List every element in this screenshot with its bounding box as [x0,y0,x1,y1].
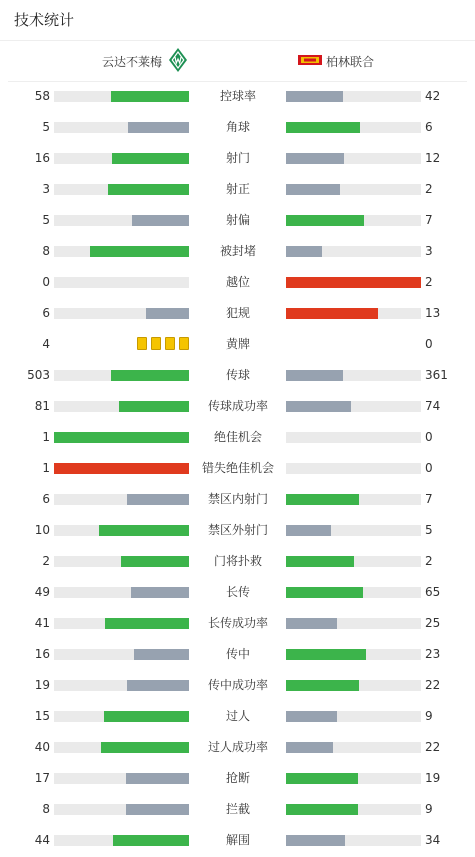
home-bar-track [54,649,189,660]
away-bar [286,277,421,288]
away-value: 74 [425,399,441,413]
home-bar [121,556,189,567]
away-bar-track [286,804,421,815]
away-bar [286,401,351,412]
stat-label: 过人 [225,709,250,723]
away-bar [286,556,354,567]
home-value: 17 [34,771,50,785]
away-value: 0 [425,337,433,351]
home-value: 0 [42,275,50,289]
stat-row [0,143,475,174]
stat-row [0,608,475,639]
home-value: 5 [42,120,50,134]
home-bar [126,773,189,784]
home-bar-track [54,835,189,846]
home-bar [108,184,189,195]
stat-row [0,329,475,360]
stat-row [0,701,475,732]
home-bar [105,618,189,629]
away-value: 42 [425,89,441,103]
away-bar [286,91,343,102]
home-bar-track [54,246,189,257]
home-bar [119,401,189,412]
away-value: 6 [425,120,433,134]
stat-row [0,484,475,515]
away-bar [286,370,343,381]
away-bar [286,122,360,133]
stat-row [0,360,475,391]
away-value: 2 [425,182,433,196]
home-bar [128,122,189,133]
home-value: 81 [34,399,50,413]
away-value: 2 [425,554,433,568]
away-bar [286,153,344,164]
away-value: 22 [425,678,441,692]
home-value: 4 [42,337,50,351]
away-value: 7 [425,213,433,227]
away-bar-track [286,742,421,753]
home-value: 40 [34,740,50,754]
home-bar [104,711,189,722]
away-team-name: 柏林联合 [326,54,375,69]
stat-label: 拦截 [225,802,250,816]
away-bar [286,308,378,319]
home-bar-track [54,494,189,505]
yellow-card-icon [137,337,147,350]
home-bar [101,742,189,753]
home-value: 503 [27,368,50,382]
stat-row [0,236,475,267]
home-value: 10 [34,523,50,537]
stat-label: 门将扑救 [213,554,262,568]
stat-label: 越位 [225,275,250,289]
away-bar-track [286,215,421,226]
home-bar-track [54,153,189,164]
home-bar [146,308,189,319]
away-bar-track [286,835,421,846]
home-bar [54,432,189,443]
stat-row [0,670,475,701]
stat-label: 过人成功率 [207,740,268,754]
away-value: 19 [425,771,441,785]
stat-row [0,546,475,577]
away-bar-track [286,649,421,660]
away-value: 7 [425,492,433,506]
away-bar-track [286,308,421,319]
home-bar [113,835,189,846]
home-value: 44 [34,833,50,847]
page-title: 技术统计 [0,0,475,41]
stat-label: 抢断 [225,771,250,785]
home-bar-track [54,122,189,133]
away-team[interactable] [298,41,374,81]
stat-label: 射正 [225,182,250,196]
home-bar [111,91,189,102]
home-bar-track [54,370,189,381]
away-bar [286,773,358,784]
away-bar-track [286,184,421,195]
away-bar [286,835,345,846]
away-value: 25 [425,616,441,630]
away-bar-track [286,773,421,784]
away-value: 2 [425,275,433,289]
stat-row [0,639,475,670]
yellow-card-icon [165,337,175,350]
away-value: 65 [425,585,441,599]
stat-label: 错失绝佳机会 [201,461,274,475]
home-bar-track [54,463,189,474]
away-value: 22 [425,740,441,754]
away-bar-track [286,370,421,381]
home-team-name: 云达不莱梅 [102,54,163,69]
stat-label: 传中 [225,647,250,661]
home-bar [90,246,189,257]
stat-label: 绝佳机会 [213,430,262,444]
stat-row [0,174,475,205]
home-value: 41 [34,616,50,630]
away-value: 12 [425,151,441,165]
home-value: 2 [42,554,50,568]
away-value: 23 [425,647,441,661]
stat-row [0,422,475,453]
away-bar-track [286,122,421,133]
home-bar-track [54,711,189,722]
stat-label: 角球 [225,120,250,134]
yellow-card-icon [179,337,189,350]
home-bar-track [54,401,189,412]
away-bar [286,246,322,257]
away-bar [286,525,331,536]
stat-label: 传中成功率 [207,678,268,692]
home-value: 16 [34,647,50,661]
yellow-card-icon [151,337,161,350]
stat-row [0,81,475,112]
away-bar [286,649,366,660]
home-bar-track [54,587,189,598]
away-bar-track [286,153,421,164]
home-value: 16 [34,151,50,165]
stat-row [0,794,475,825]
away-bar-track [286,401,421,412]
home-bar [99,525,189,536]
stat-label: 长传 [225,585,250,599]
home-value: 19 [34,678,50,692]
away-bar-track [286,618,421,629]
home-bar-track [54,432,189,443]
home-bar [127,494,189,505]
home-team[interactable] [102,41,188,81]
away-value: 34 [425,833,441,847]
union-berlin-logo-icon [298,53,322,70]
away-value: 361 [425,368,448,382]
stat-label: 控球率 [219,89,256,103]
away-value: 3 [425,244,433,258]
home-bar-track [54,742,189,753]
stat-label: 犯规 [225,306,250,320]
away-bar-track [286,463,421,474]
home-value: 49 [34,585,50,599]
home-value: 1 [42,461,50,475]
home-value: 8 [42,244,50,258]
yellow-cards [54,337,189,351]
away-bar [286,494,359,505]
home-bar-track [54,277,189,288]
stat-row [0,267,475,298]
away-bar-track [286,494,421,505]
stat-label: 被封堵 [219,244,256,258]
stat-label: 传球 [225,368,250,382]
teams-header [8,41,467,82]
stat-row [0,391,475,422]
stat-row [0,205,475,236]
stat-row [0,825,475,856]
stat-label: 解围 [225,833,250,847]
home-bar [111,370,189,381]
home-bar [132,215,189,226]
away-bar-track [286,711,421,722]
home-bar-track [54,618,189,629]
stat-row [0,763,475,794]
away-bar [286,680,359,691]
stat-label: 传球成功率 [207,399,268,413]
away-bar [286,711,337,722]
away-bar [286,742,333,753]
home-bar [126,804,189,815]
away-bar-track [286,277,421,288]
away-value: 9 [425,709,433,723]
away-value: 9 [425,802,433,816]
home-bar [54,463,189,474]
stat-label: 射偏 [225,213,250,227]
stat-label: 射门 [225,151,250,165]
home-bar [134,649,189,660]
away-bar-track [286,556,421,567]
stat-label: 禁区内射门 [207,492,268,506]
stat-row [0,112,475,143]
stat-label: 黄牌 [225,337,250,351]
home-bar-track [54,804,189,815]
away-bar-track [286,680,421,691]
home-value: 5 [42,213,50,227]
away-bar [286,804,358,815]
stat-label: 禁区外射门 [207,523,268,537]
away-bar-track [286,91,421,102]
home-bar-track [54,91,189,102]
home-value: 8 [42,802,50,816]
away-bar [286,618,337,629]
home-bar [127,680,189,691]
away-bar [286,215,364,226]
home-bar-track [54,556,189,567]
stat-row [0,732,475,763]
home-value: 58 [34,89,50,103]
away-bar-track [286,432,421,443]
away-bar [286,184,340,195]
away-value: 5 [425,523,433,537]
home-bar-track [54,184,189,195]
home-value: 6 [42,492,50,506]
home-bar [112,153,189,164]
home-value: 15 [34,709,50,723]
home-value: 3 [42,182,50,196]
away-bar [286,587,363,598]
away-bar-track [286,587,421,598]
away-bar-track [286,525,421,536]
home-bar-track [54,680,189,691]
stat-row [0,298,475,329]
stat-row [0,453,475,484]
away-value: 0 [425,461,433,475]
home-bar [131,587,189,598]
werder-bremen-logo-icon [168,47,188,76]
stat-label: 长传成功率 [207,616,268,630]
away-bar-track [286,246,421,257]
away-value: 13 [425,306,441,320]
home-value: 6 [42,306,50,320]
stat-row [0,515,475,546]
home-bar-track [54,773,189,784]
home-value: 1 [42,430,50,444]
home-bar-track [54,308,189,319]
away-value: 0 [425,430,433,444]
stat-row [0,577,475,608]
home-bar-track [54,525,189,536]
home-bar-track [54,215,189,226]
